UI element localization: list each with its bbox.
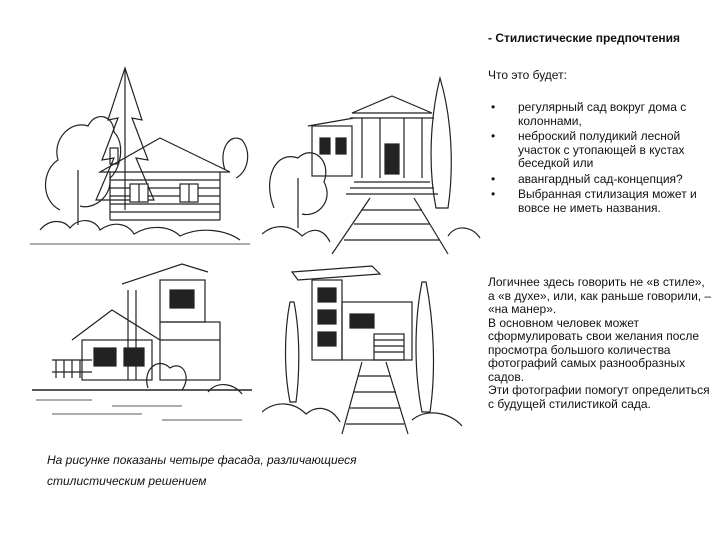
list-item: • неброский полудикий лесной участок с утопающей в кустах беседкой или xyxy=(488,130,716,171)
rustic-cabin-with-trees-icon xyxy=(30,60,255,250)
sketch-modern-house xyxy=(262,262,482,437)
modern-house-with-path-icon xyxy=(262,262,482,437)
list-item: • авангардный сад-концепция? xyxy=(488,173,716,187)
list-item: • Выбранная стилизация может и вовсе не иметь названия. xyxy=(488,188,716,215)
classical-columned-house-icon xyxy=(262,58,482,258)
section-heading: - Стилистические предпочтения xyxy=(488,31,681,45)
explanation-paragraph: Эти фотографии помогут определиться с будущей стилистикой сада. xyxy=(488,383,710,411)
explanation-text xyxy=(488,276,714,411)
explanation-paragraph: Логичнее здесь говорить не «в стиле», а «в духе», или, как раньше говорили, – «на манер». xyxy=(488,275,712,316)
list-item: • регулярный сад вокруг дома с колоннами, xyxy=(488,101,716,128)
intro-question: Что это будет: xyxy=(488,68,567,82)
sketch-rustic-cabin xyxy=(30,60,255,250)
options-list xyxy=(488,101,716,217)
cottage-with-terrace-icon xyxy=(32,260,257,435)
sketch-classical-house xyxy=(262,58,482,258)
explanation-paragraph: В основном человек может сформулировать свои желания после просмотра большого количества фотографий самых разнообразных садов. xyxy=(488,315,700,384)
sketch-cottage-terrace xyxy=(32,260,257,435)
figure-caption: На рисунке показаны четыре фасада, различающиеся стилистическим решением xyxy=(47,453,357,488)
